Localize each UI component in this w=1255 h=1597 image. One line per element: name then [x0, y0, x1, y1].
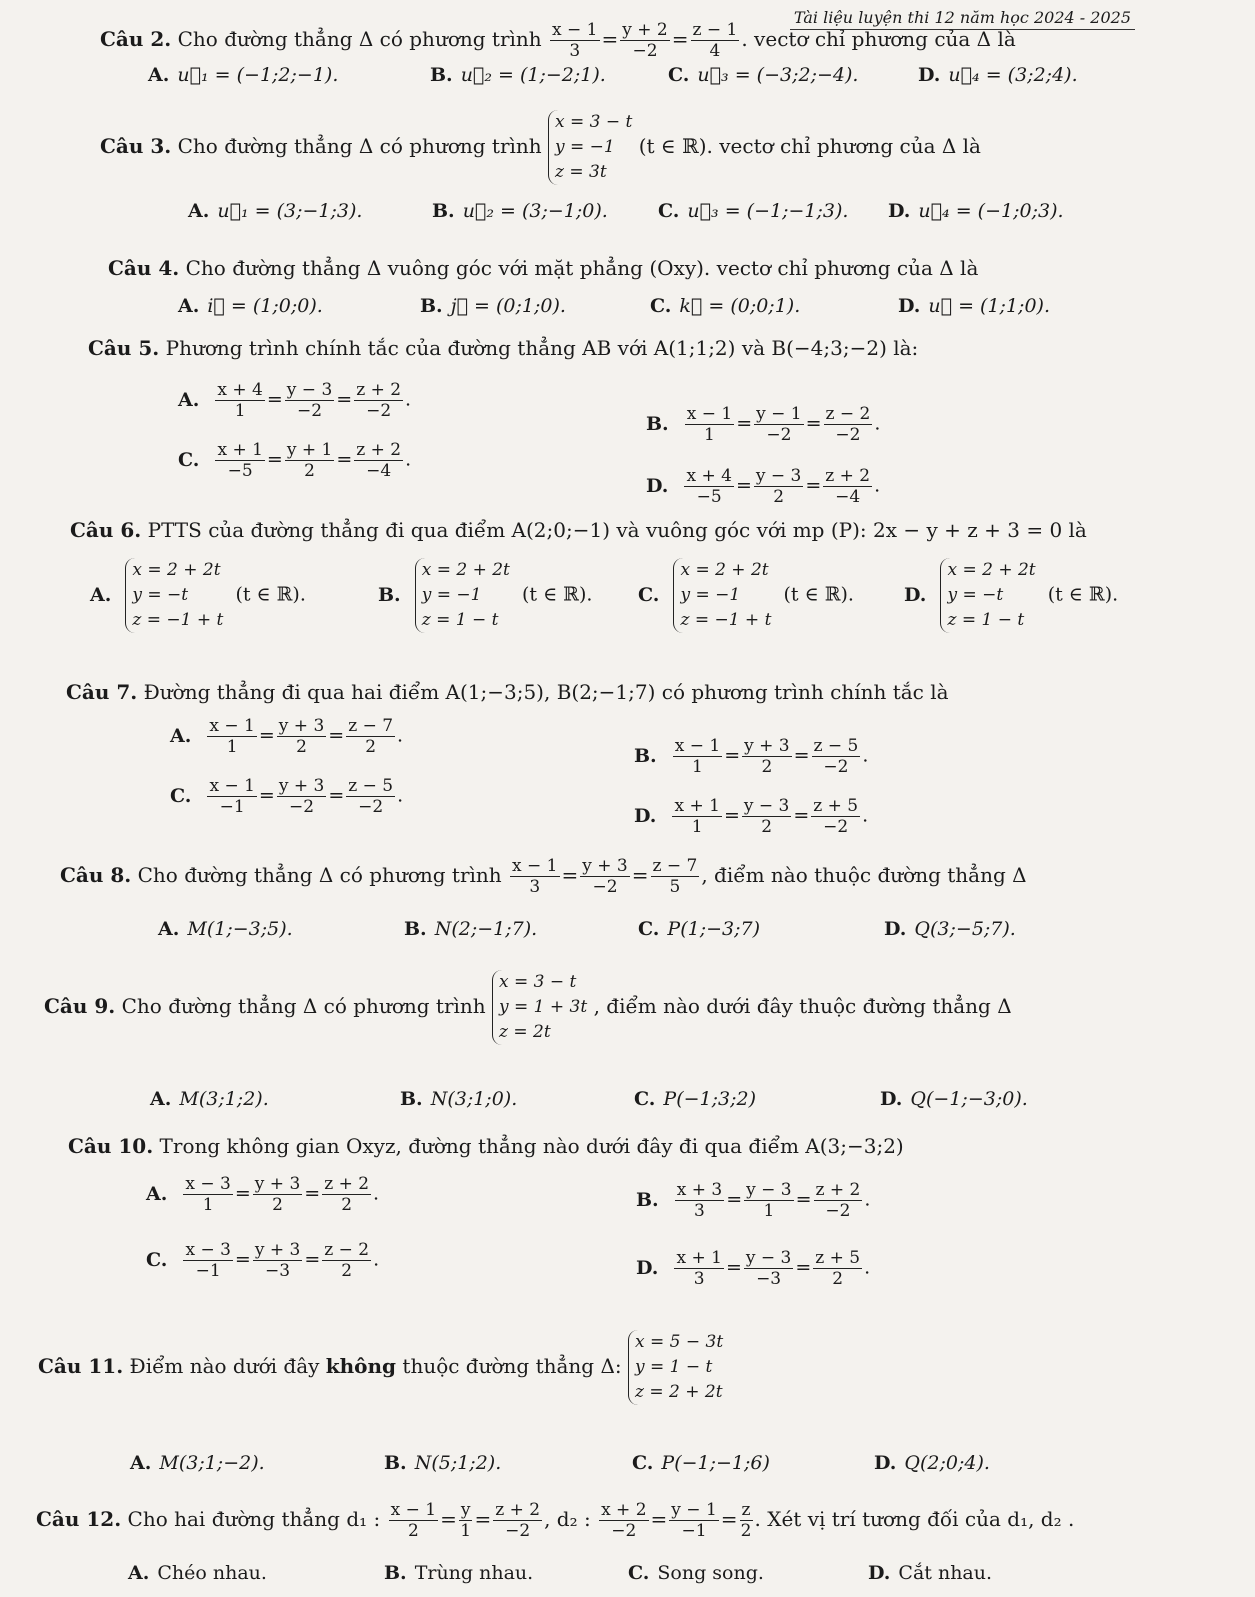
- q4-option-c[interactable]: C. k⃗ = (0;0;1).: [650, 295, 801, 317]
- q10-option-d[interactable]: D. $\frac{x + 1}{3}$ = $\frac{y - 3}{-3}$ = $\frac{z + 5}{2}$ .: [636, 1248, 871, 1289]
- q8-option-d[interactable]: D. Q(3;−5;7).: [884, 918, 1016, 940]
- q9-option-d[interactable]: D. Q(−1;−3;0).: [880, 1088, 1028, 1110]
- q11-option-b[interactable]: B. N(5;1;2).: [384, 1452, 502, 1474]
- q10-option-a[interactable]: A. $\frac{x - 3}{1}$ = $\frac{y + 3}{2}$ = $\frac{z + 2}{2}$ .: [146, 1174, 380, 1215]
- q11-option-a[interactable]: A. M(3;1;−2).: [130, 1452, 265, 1474]
- q3-option-c[interactable]: C. u⃗₃ = (−1;−1;3).: [658, 200, 849, 222]
- q7-option-d[interactable]: D. $\frac{x + 1}{1}$ = $\frac{y - 3}{2}$ = $\frac{z + 5}{-2}$ .: [634, 796, 869, 837]
- q8-option-b[interactable]: B. N(2;−1;7).: [404, 918, 538, 940]
- q12-option-c[interactable]: C. Song song.: [628, 1562, 764, 1584]
- q12-option-a[interactable]: A. Chéo nhau.: [128, 1562, 267, 1584]
- q6-option-d[interactable]: D. x = 2 + 2t y = −t z = 1 − t (t ∈ ℝ).: [904, 558, 1118, 633]
- q5-option-d[interactable]: D. $\frac{x + 4}{-5}$ = $\frac{y - 3}{2}$ = $\frac{z + 2}{-4}$ .: [646, 466, 881, 507]
- question-8: Câu 8. Cho đường thẳng Δ có phương trình $\frac{x - 1}{3}$ = $\frac{y + 3}{-2}$ = $\frac{z - 7}{5}$ , điểm nào thuộc đường thẳng Δ: [60, 856, 1027, 897]
- question-12: Câu 12. Cho hai đường thẳng d₁ : $\frac{x - 1}{2}$ = $\frac{y}{1}$ = $\frac{z + 2}{-2}$ , d₂ : $\frac{x + 2}{-2}$ = $\frac{y - 1}{-1}$ = $\frac{z}{2}$ . Xét vị trí tương đối của d₁, d₂ .: [36, 1500, 1075, 1541]
- question-3: Câu 3. Cho đường thẳng Δ có phương trình x = 3 − t y = −1 z = 3t (t ∈ ℝ). vectơ chỉ phương của Δ là: [100, 110, 981, 185]
- q6-option-c[interactable]: C. x = 2 + 2t y = −1 z = −1 + t (t ∈ ℝ).: [638, 558, 854, 633]
- question-5: Câu 5. Phương trình chính tắc của đường thẳng AB với A(1;1;2) và B(−4;3;−2) là:: [88, 336, 919, 360]
- q10-option-b[interactable]: B. $\frac{x + 3}{3}$ = $\frac{y - 3}{1}$ = $\frac{z + 2}{-2}$ .: [636, 1180, 871, 1221]
- q8-option-c[interactable]: C. P(1;−3;7): [638, 918, 761, 940]
- question-4: Câu 4. Cho đường thẳng Δ vuông góc với mặt phẳng (Oxy). vectơ chỉ phương của Δ là: [108, 256, 979, 280]
- q7-option-c[interactable]: C. $\frac{x - 1}{-1}$ = $\frac{y + 3}{-2}$ = $\frac{z - 5}{-2}$ .: [170, 776, 404, 817]
- q4-option-d[interactable]: D. u⃗ = (1;1;0).: [898, 295, 1050, 317]
- q5-option-b[interactable]: B. $\frac{x - 1}{1}$ = $\frac{y - 1}{-2}$ = $\frac{z - 2}{-2}$ .: [646, 404, 881, 445]
- q10-option-c[interactable]: C. $\frac{x - 3}{-1}$ = $\frac{y + 3}{-3}$ = $\frac{z - 2}{2}$ .: [146, 1240, 380, 1281]
- q7-option-b[interactable]: B. $\frac{x - 1}{1}$ = $\frac{y + 3}{2}$ = $\frac{z - 5}{-2}$ .: [634, 736, 869, 777]
- q9-option-c[interactable]: C. P(−1;3;2): [634, 1088, 757, 1110]
- header-title: Tài liệu luyện thi 12 năm học 2024 - 2025: [790, 8, 1135, 30]
- q11-option-c[interactable]: C. P(−1;−1;6): [632, 1452, 770, 1474]
- q8-option-a[interactable]: A. M(1;−3;5).: [158, 918, 293, 940]
- q12-option-d[interactable]: D. Cắt nhau.: [868, 1562, 993, 1584]
- q12-option-b[interactable]: B. Trùng nhau.: [384, 1562, 534, 1584]
- question-9: Câu 9. Cho đường thẳng Δ có phương trình x = 3 − t y = 1 + 3t z = 2t , điểm nào dưới đây thuộc đường thẳng Δ: [44, 970, 1012, 1045]
- q2-option-a[interactable]: A. u⃗₁ = (−1;2;−1).: [148, 64, 339, 86]
- q4-option-a[interactable]: A. i⃗ = (1;0;0).: [178, 295, 323, 317]
- q6-option-a[interactable]: A. x = 2 + 2t y = −t z = −1 + t (t ∈ ℝ).: [90, 558, 306, 633]
- q5-option-a[interactable]: A. $\frac{x + 4}{1}$ = $\frac{y - 3}{-2}$ = $\frac{z + 2}{-2}$ .: [178, 380, 412, 421]
- question-10: Câu 10. Trong không gian Oxyz, đường thẳng nào dưới đây đi qua điểm A(3;−3;2): [68, 1134, 904, 1158]
- q2-option-c[interactable]: C. u⃗₃ = (−3;2;−4).: [668, 64, 859, 86]
- question-2: Câu 2. Cho đường thẳng Δ có phương trình $\frac{x - 1}{3}$ = $\frac{y + 2}{-2}$ = $\frac{z - 1}{4}$ . vectơ chỉ phương của Δ là: [100, 20, 1016, 61]
- q9-option-a[interactable]: A. M(3;1;2).: [150, 1088, 269, 1110]
- q6-option-b[interactable]: B. x = 2 + 2t y = −1 z = 1 − t (t ∈ ℝ).: [378, 558, 592, 633]
- q3-option-d[interactable]: D. u⃗₄ = (−1;0;3).: [888, 200, 1064, 222]
- q4-option-b[interactable]: B. j⃗ = (0;1;0).: [420, 295, 566, 317]
- q11-option-d[interactable]: D. Q(2;0;4).: [874, 1452, 990, 1474]
- q2-option-b[interactable]: B. u⃗₂ = (1;−2;1).: [430, 64, 606, 86]
- q3-option-b[interactable]: B. u⃗₂ = (3;−1;0).: [432, 200, 608, 222]
- question-7: Câu 7. Đường thẳng đi qua hai điểm A(1;−3;5), B(2;−1;7) có phương trình chính tắc là: [66, 680, 949, 704]
- q5-option-c[interactable]: C. $\frac{x + 1}{-5}$ = $\frac{y + 1}{2}$ = $\frac{z + 2}{-4}$ .: [178, 440, 412, 481]
- q3-option-a[interactable]: A. u⃗₁ = (3;−1;3).: [188, 200, 363, 222]
- q7-option-a[interactable]: A. $\frac{x - 1}{1}$ = $\frac{y + 3}{2}$ = $\frac{z - 7}{2}$ .: [170, 716, 404, 757]
- question-6: Câu 6. PTTS của đường thẳng đi qua điểm A(2;0;−1) và vuông góc với mp (P): 2x − y + z + 3 = 0 là: [70, 518, 1087, 542]
- q9-option-b[interactable]: B. N(3;1;0).: [400, 1088, 518, 1110]
- question-11: Câu 11. Điểm nào dưới đây không thuộc đường thẳng Δ: x = 5 − 3t y = 1 − t z = 2 + 2t: [38, 1330, 723, 1405]
- q2-option-d[interactable]: D. u⃗₄ = (3;2;4).: [918, 64, 1078, 86]
